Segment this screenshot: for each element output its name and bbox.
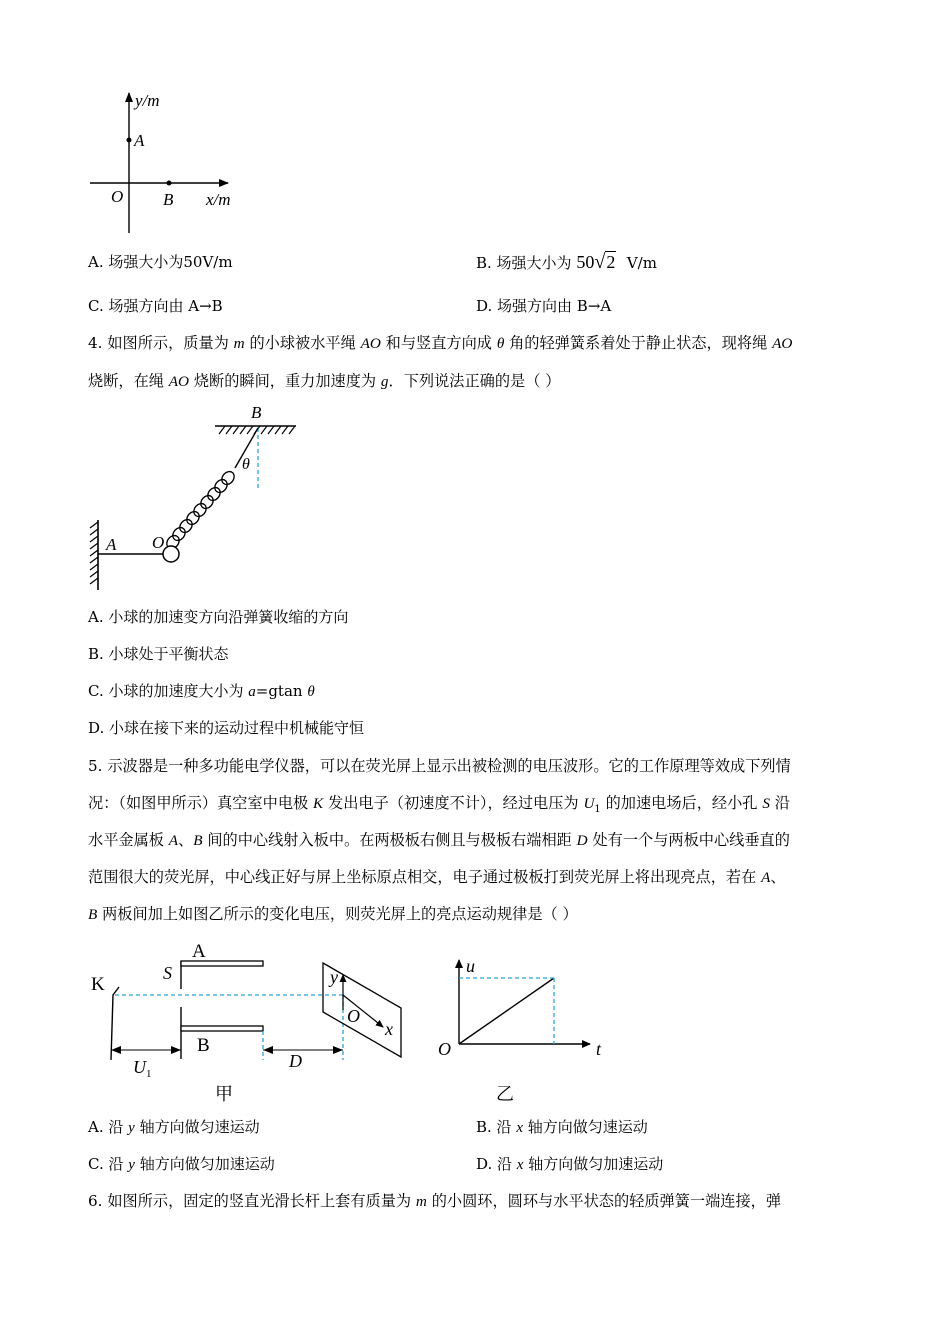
label-k: K (91, 974, 105, 995)
q3-option-c[interactable]: C. 场强方向由 A→B (88, 297, 223, 315)
label-b: B (251, 403, 262, 422)
q3-option-d[interactable]: D. 场强方向由 B→A (476, 297, 612, 315)
q5-stem-line3: 水平金属板 A、B 间的中心线射入板中。在两极板右侧且与极板右端相距 D 处有一个与两板中心线垂直的 (88, 831, 790, 849)
label-s: S (163, 963, 172, 983)
voltage-time-graph (430, 952, 620, 1107)
q4-option-c[interactable]: C. 小球的加速度大小为 a=gtan θ (88, 682, 315, 700)
label-d: D (289, 1051, 302, 1071)
plate-b (181, 1026, 263, 1031)
q5-option-a[interactable]: A. 沿 y 轴方向做匀速运动 (88, 1118, 260, 1136)
q5-stem-line5: B 两板间加上如图乙所示的变化电压，则荧光屏上的亮点运动规律是（ ） (88, 905, 578, 923)
label-b: B (197, 1035, 210, 1056)
q4-stem-line1: 4. 如图所示，质量为 m 的小球被水平绳 AO 和与竖直方向成 θ 角的轻弹簧系着处于静止状态，现将绳 AO (88, 334, 793, 352)
q4-stem-line2: 烧断，在绳 AO 烧断的瞬间，重力加速度为 g．下列说法正确的是（ ） (88, 372, 561, 390)
label-a: A (192, 941, 206, 962)
q5-stem-line4: 范围很大的荧光屏，中心线正好与屏上坐标原点相交，电子通过极板打到荧光屏上将出现亮点，若在 A、 (88, 868, 786, 886)
q3-option-b-math: 50√2 (576, 251, 616, 273)
label-o: O (438, 1039, 451, 1059)
point-b-label: B (163, 190, 174, 209)
spring-coils (164, 469, 236, 551)
q6-stem-line1: 6. 如图所示，固定的竖直光滑长杆上套有质量为 m 的小圆环，圆环与水平状态的轻质弹簧一端连接，弹 (88, 1192, 782, 1210)
caption-yi: 乙 (496, 1084, 514, 1104)
q5-stem-line2: 况：（如图甲所示）真空室中电极 K 发出电子（初速度不计），经过电压为 $U_1$ 的加速电场后，经小孔 S 沿 (88, 794, 790, 816)
q5-stem-line1: 5. 示波器是一种多功能电学仪器，可以在荧光屏上显示出被检测的电压波形。它的工作原理等效成下列情 (88, 757, 791, 775)
label-u: u (466, 956, 475, 976)
spring-ball-figure (88, 398, 308, 598)
q3-option-b[interactable] (476, 252, 657, 273)
coordinate-figure (80, 85, 250, 240)
point-b-dot (167, 181, 172, 186)
label-a: A (106, 535, 117, 554)
x-axis-label: x/m (206, 190, 231, 209)
origin-label: O (111, 187, 124, 206)
label-t: t (596, 1039, 602, 1059)
q5-option-d[interactable]: D. 沿 x 轴方向做匀加速运动 (476, 1155, 664, 1173)
ball (163, 546, 179, 562)
q3-option-b-unit: V/m (626, 254, 657, 272)
label-theta: θ (242, 456, 250, 473)
q3-option-a[interactable]: A. 场强大小为50V/m (88, 253, 233, 271)
wall-hatch (90, 522, 98, 584)
q4-option-a[interactable]: A. 小球的加速变方向沿弹簧收缩的方向 (88, 608, 349, 626)
voltage-ramp (459, 978, 554, 1044)
label-o: O (152, 533, 165, 552)
q3-option-b-prefix: B. 场强大小为 (476, 254, 572, 272)
q5-option-b[interactable]: B. 沿 x 轴方向做匀速运动 (476, 1118, 648, 1136)
y-axis-label: y/m (135, 91, 160, 110)
label-u1: $U_1$ (133, 1057, 152, 1080)
q4-option-d[interactable]: D. 小球在接下来的运动过程中机械能守恒 (88, 719, 365, 737)
q4-option-b[interactable]: B. 小球处于平衡状态 (88, 645, 229, 663)
label-y: y (330, 967, 338, 987)
point-a-label: A (134, 131, 145, 150)
label-x: x (385, 1019, 393, 1039)
caption-jia: 甲 (215, 1084, 233, 1104)
point-a-dot (127, 138, 132, 143)
label-o: O (347, 1006, 360, 1026)
oscilloscope-figure (85, 935, 415, 1110)
q5-option-c[interactable]: C. 沿 y 轴方向做匀加速运动 (88, 1155, 275, 1173)
